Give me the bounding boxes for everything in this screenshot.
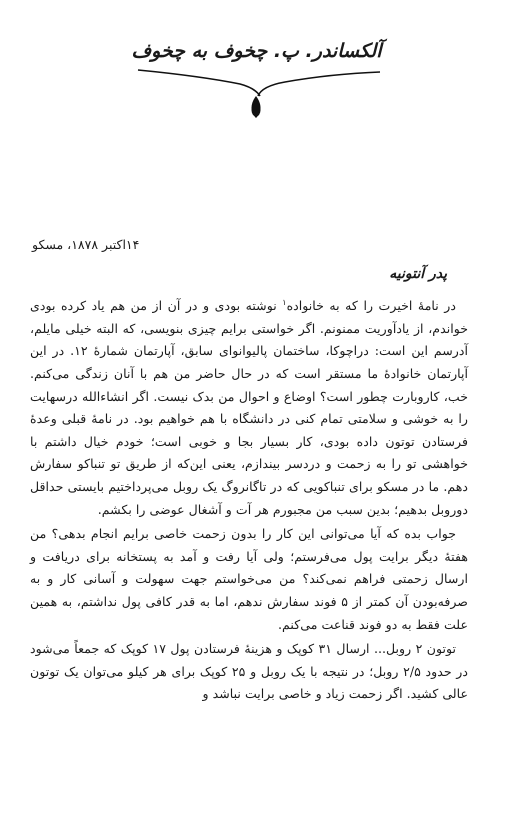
paragraph xyxy=(30,292,468,521)
footnote-marker: ۱ xyxy=(282,298,287,307)
paragraph: توتون ۲ روبل... ارسال ۳۱ کوپک و هزینهٔ فرستادن پول ۱۷ کوپک که جمعاً می‌شود در حدود ۲/۵ روبل؛ در نتیجه با یک روبل و ۲۵ کوپک برای هر کیلو می‌توان یک توتون عالی کشید. اگر زحمت زیاد و خاصی برایت نباشد و xyxy=(30,641,468,702)
paragraph: جواب بده که آیا می‌توانی این کار را بدون زحمت خاصی برایم انجام بدهی؟ من هفتهٔ دیگر برایت پول می‌فرستم؛ ولی آیا رفت و آمد به پستخانه برای دریافت و ارسال زحمتی فراهم نمی‌کند؟ من می‌خواستم جهت سهولت و آسانی کار و به صرفه‌بودن آن کمتر از ۵ فوند سفارش ندهم، اما به قدر کافی پول نداشتم، به همین علت فقط به دو فوند قناعت می‌کنم. xyxy=(30,526,469,632)
letter-body xyxy=(30,292,468,706)
letter-date: ۱۴اکتبر ۱۸۷۸، مسکو xyxy=(32,237,140,252)
letter-salutation: پدر آنتونیه xyxy=(389,266,447,282)
paragraph-text: نوشته بودی و در آن از من هم یاد کرده بودی خواندم، از یادآوریت ممنونم. اگر خواستی برایم چیزی بنویسی، که البته خیلی مایلم، آدرسم این است: دراچوکا، ساختمان پالیوانوای سابق، آپارتمان شمارهٔ ۱۲. در این آپارتمان خانوادهٔ ما مستقر است که در حال حاضر من هم با آنان زندگی می‌کنم. خب، کاروبارت چطور است؟ اوضاع و احوال من بدک نیست. اگر انشاءالله درسهایت را به خوشی و سلامتی تمام کنی در دانشگاه با هم خواهیم بود. در نامهٔ قبلی وعدهٔ فرستادن توتون داده بودی، کار بسیار بجا و خوبی است؛ خودم خیال داشتم با خواهشی تو را به زحمت و دردسر بیندازم، یعنی این‌که از طریق تو تنباکو سفارش دهم. ما در مسکو برای تنباکویی که در تاگانروگ یک روبل می‌پرداختیم بایستی حداقل دوروبل بدهیم؛ بدین سبب من مجبورم هر آت و آشغال عوضی را بکشم. xyxy=(30,298,468,517)
title-ornament-icon xyxy=(0,66,513,122)
paragraph-text: در نامهٔ اخیرت را که به خانواده xyxy=(286,298,456,314)
chapter-title: آلکساندر. پ. چخوف به چخوف xyxy=(131,40,382,62)
